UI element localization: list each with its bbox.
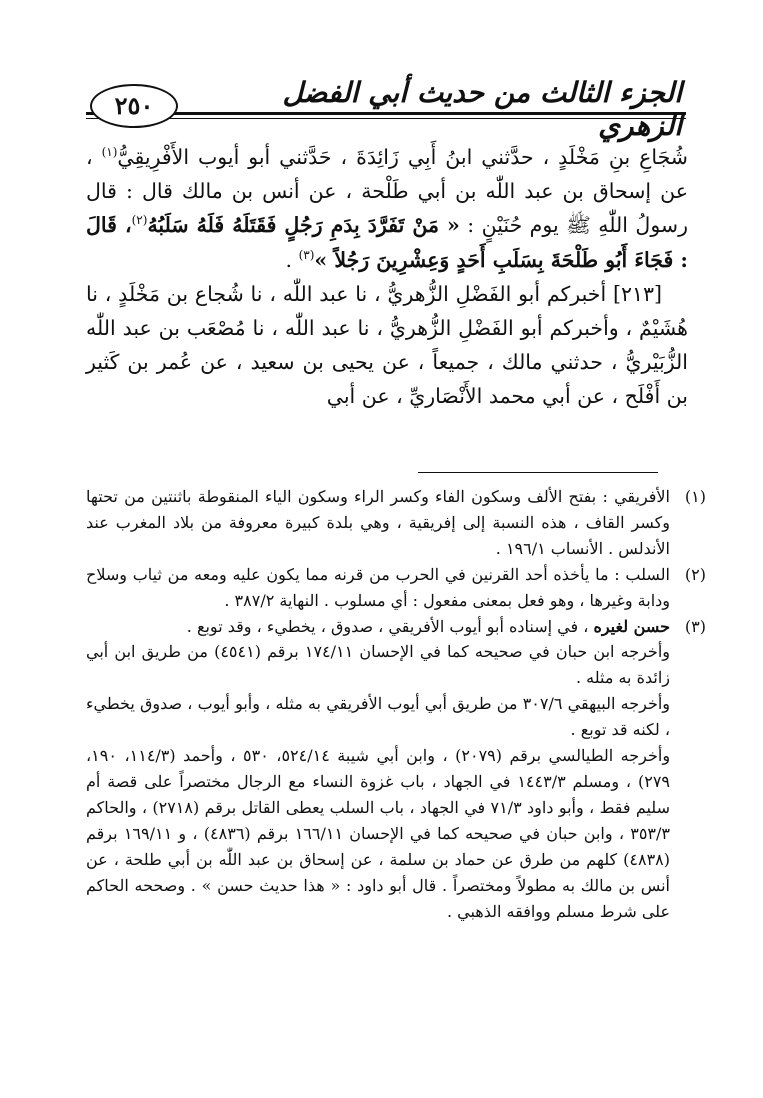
- page-header: [86, 76, 686, 142]
- text-run: .: [285, 247, 299, 272]
- footnote: [86, 562, 706, 614]
- text-run: شُجَاعِ بنِ مَخْلَدٍ ، حدَّثني ابنُ أَبِي زَائِدَةَ ، حَدَّثني أبو أيوب الأَفْرِيقِيُّ: [117, 145, 688, 169]
- hadith-213: [٢١٣] أخبركم أبو الفَضْلِ الزُّهريُّ ، نا عبد اللّٰه ، نا شُجاع بن مَخْلَدٍ ، نا هُشَيْمٌ ، وأخبركم أبو الفَضْلِ الزُّهريُّ ، نا عبد اللّٰه ، نا مُصْعَب بن عبد اللّٰه الزُّبَيْريُّ ، حدثني مالك ، جميعاً ، عن يحيى بن سعيد ، عن عُمر بن كَثير بن أَفْلَح ، عن أبي محمد الأَنْصَاريِّ ، عن أبي: [86, 281, 688, 409]
- running-title: الجزء الثالث من حديث أبي الفضل الزهري: [282, 76, 682, 142]
- page-number: ٢٥٠: [90, 84, 178, 128]
- main-paragraph: [86, 140, 688, 277]
- footnote-text: [86, 614, 670, 925]
- grading: حسن لغيره: [593, 616, 670, 636]
- hadith-quote: « مَنْ تَفَرَّدَ بِدَمِ رَجُلٍ فَقَتَلَهُ فَلَهُ سَلَبُهُ: [147, 213, 460, 238]
- footnotes: [86, 484, 706, 924]
- footnote: [86, 614, 706, 925]
- footnote-divider: [418, 472, 658, 473]
- footnote-marker: (٢): [131, 213, 148, 228]
- footnote-number: (٢): [684, 564, 706, 584]
- footnote-number: (٣): [684, 616, 706, 636]
- footnote-paragraph: وأخرجه الطيالسي برقم (٢٠٧٩) ، وابن أبي شيبة ٥٢٤/١٤، ٥٣٠ ، وأحمد (١١٤/٣، ١٩٠، ٢٧٩) ، ومسلم ١٤٤٣/٣ في الجهاد ، باب غزوة النساء مع الرجال مختصراً على قصة أم سليم فقط ، وأبو داود ٧١/٣ في الجهاد ، باب السلب يعطى القاتل برقم (٢٧١٨) ، والحاكم ٣٥٣/٣ ، وابن حبان في صحيحه كما في الإحسان ١٦٦/١١ برقم (٤٨٣٦) ، و ١٦٩/١١ برقم (٤٨٣٨) كلهم من طرق عن حماد بن سلمة ، عن إسحاق بن عبد اللّٰه بن أبي طلحة ، عن أنس بن مالك به مطولاً ومختصراً . قال أبو داود : « هذا حديث حسن » . وصححه الحاكم على شرط مسلم ووافقه الذهبي .: [86, 746, 671, 921]
- footnote-text: السلب : ما يأخذه أحد القرنين في الحرب من قرنه مما يكون عليه ومعه من ثياب وسلاح ودابة وغيرها ، وهو فعل بمعنى مفعول : أي مسلوب . النهاية ٣٨٧/٢ .: [86, 564, 670, 610]
- footnote-run: ، في إسناده أبو أيوب الأفريقي ، صدوق ، يخطيء ، وقد توبع .: [186, 616, 589, 636]
- footnote-paragraph: وأخرجه ابن حبان في صحيحه كما في الإحسان ١٧٤/١١ برقم (٤٥٤١) من طريق ابن أبي زائدة به مثله .: [86, 642, 670, 688]
- footnote-text: الأفريقي : بفتح الألف وسكون الفاء وكسر الراء وسكون الياء المنقوطة باثنتين من تحتها وكسر القاف ، هذه النسبة إلى إفريقية ، وهي بلدة كبيرة معروفة من بلاد المغرب عند الأندلس . الأنساب ١٩٦/١ .: [86, 487, 670, 558]
- main-text: [86, 140, 688, 414]
- footnote-marker: (١): [101, 145, 118, 160]
- footnote-paragraph: [86, 614, 670, 640]
- text-run: ، عن إسحاق بن عبد اللّٰه بن أبي طَلْحة ، عن أنس بن مالك قال : قال رسولُ اللّٰهِ ﷺ يوم حُنَيْنٍ :: [86, 145, 688, 238]
- footnote-number: (١): [684, 487, 706, 506]
- hadith-quote: ، قَالَ : فَجَاءَ أَبُو طَلْحَةَ بِسَلَبِ أَحَدٍ وَعِشْرِينَ رَجُلاً »: [86, 213, 688, 272]
- footnote: [86, 484, 706, 562]
- footnote-paragraph: وأخرجه البيهقي ٣٠٧/٦ من طريق أبي أيوب الأفريقي به مثله ، وأبو أيوب ، صدوق يخطيء ، لكنه قد توبع .: [86, 694, 671, 740]
- footnote-marker: (٣): [298, 247, 315, 262]
